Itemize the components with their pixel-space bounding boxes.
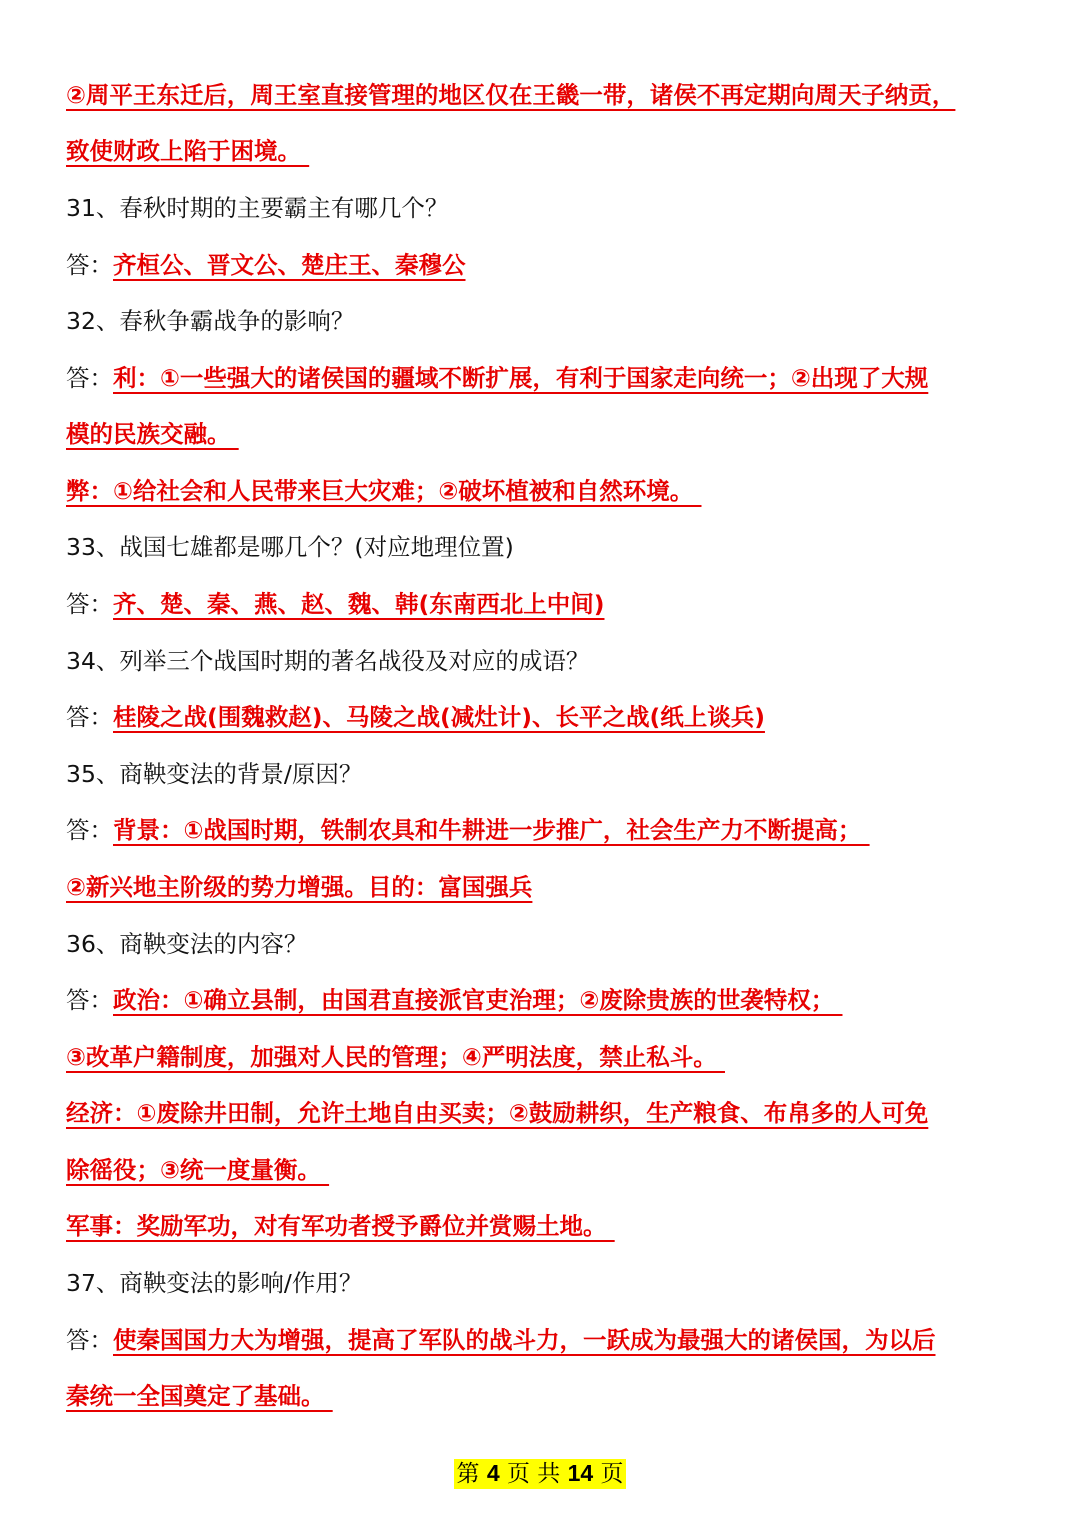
answer-text: ②周平王东迁后，周王室直接管理的地区仅在王畿一带，诸侯不再定期向周天子纳贡， (66, 81, 956, 109)
answer-prefix: 答： (66, 816, 113, 844)
footer-mid: 页 共 (506, 1461, 561, 1487)
answer-line (66, 471, 701, 511)
answer-prefix: 答： (66, 251, 113, 279)
answer-line (66, 1376, 333, 1416)
question-line: 36、商鞅变法的内容？ (66, 930, 308, 958)
answer-text: 秦统一全国奠定了基础。 (66, 1382, 333, 1410)
answer-line (66, 810, 870, 850)
answer-text: 军事：奖励军功，对有军功者授予爵位并赏赐土地。 (66, 1212, 615, 1240)
answer-text: 致使财政上陷于困境。 (66, 137, 310, 165)
total-pages: 14 (567, 1460, 594, 1486)
page-number-highlight (454, 1459, 627, 1489)
answer-text: 经济：①废除井田制，允许土地自由买卖；②鼓励耕织，生产粮食、布帛多的人可免 (66, 1099, 929, 1127)
answer-prefix: 答： (66, 364, 113, 392)
answer-prefix: 答： (66, 986, 113, 1014)
answer-text: 齐、楚、秦、燕、赵、魏、韩(东南西北上中间) (113, 590, 605, 618)
answer-text: 政治：①确立县制，由国君直接派官吏治理；②废除贵族的世袭特权； (113, 986, 843, 1014)
answer-text: 桂陵之战(围魏救赵)、马陵之战(减灶计)、长平之战(纸上谈兵) (113, 703, 765, 731)
question-line: 37、商鞅变法的影响/作用？ (66, 1269, 363, 1297)
question-line: 32、春秋争霸战争的影响？ (66, 307, 355, 335)
answer-text: 齐桓公、晋文公、楚庄王、秦穆公 (113, 251, 466, 279)
answer-line (66, 414, 239, 454)
answer-text: 模的民族交融。 (66, 420, 239, 448)
current-page: 4 (486, 1460, 500, 1486)
answer-line (66, 1206, 615, 1246)
answer-line (66, 1037, 725, 1077)
footer-pre: 第 (456, 1461, 480, 1487)
answer-line (66, 1320, 936, 1360)
answer-prefix: 答： (66, 703, 113, 731)
answer-line (66, 1093, 928, 1133)
answer-text: 背景：①战国时期，铁制农具和牛耕进一步推广，社会生产力不断提高； (113, 816, 870, 844)
footer-post: 页 (600, 1461, 624, 1487)
question-line: 35、商鞅变法的背景/原因？ (66, 760, 363, 788)
answer-text: ②新兴地主阶级的势力增强。目的：富国强兵 (66, 873, 533, 901)
answer-line (66, 245, 466, 285)
answer-line (66, 980, 842, 1020)
answer-line (66, 697, 765, 737)
answer-text: 利：①一些强大的诸侯国的疆域不断扩展，有利于国家走向统一；②出现了大规 (113, 364, 929, 392)
answer-line (66, 358, 928, 398)
answer-text: 使秦国国力大为增强，提高了军队的战斗力，一跃成为最强大的诸侯国，为以后 (113, 1326, 936, 1354)
answer-line (66, 131, 309, 171)
answer-line (66, 75, 955, 115)
question-line: 31、春秋时期的主要霸主有哪几个？ (66, 194, 449, 222)
answer-line (66, 584, 604, 624)
answer-text: 除徭役；③统一度量衡。 (66, 1156, 330, 1184)
answer-text: 弊：①给社会和人民带来巨大灾难；②破坏植被和自然环境。 (66, 477, 702, 505)
answer-text: ③改革户籍制度，加强对人民的管理；④严明法度，禁止私斗。 (66, 1043, 725, 1071)
question-line: 33、战国七雄都是哪几个？(对应地理位置) (66, 533, 514, 561)
page-footer (0, 1455, 1080, 1488)
answer-line (66, 1150, 329, 1190)
answer-prefix: 答： (66, 1326, 113, 1354)
question-line: 34、列举三个战国时期的著名战役及对应的成语？ (66, 647, 590, 675)
answer-line (66, 867, 532, 907)
answer-prefix: 答： (66, 590, 113, 618)
